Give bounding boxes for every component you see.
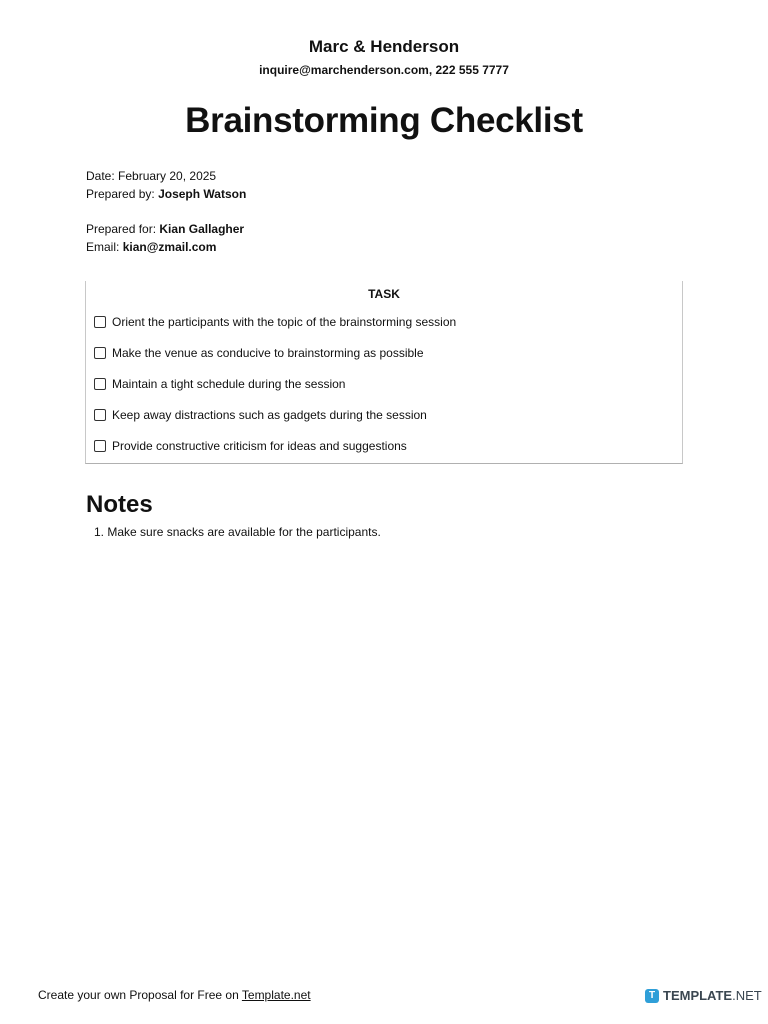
notes-list bbox=[94, 524, 381, 540]
notes-heading: Notes bbox=[86, 491, 153, 518]
meta-block-recipient bbox=[86, 220, 244, 256]
task-item-label: Make the venue as conducive to brainstorming as possible bbox=[112, 346, 424, 360]
list-item: 1. Make sure snacks are available for the participants. bbox=[94, 525, 381, 539]
date-label: Date: bbox=[86, 169, 115, 183]
template-net-brand[interactable] bbox=[645, 988, 762, 1003]
task-item[interactable] bbox=[94, 376, 345, 392]
document-title: Brainstorming Checklist bbox=[185, 101, 583, 140]
email-label: Email: bbox=[86, 240, 120, 254]
date-line bbox=[86, 167, 246, 185]
checkbox-icon[interactable] bbox=[94, 440, 106, 452]
template-net-link[interactable]: Template.net bbox=[241, 988, 311, 1002]
checkbox-icon[interactable] bbox=[94, 347, 106, 359]
email-line bbox=[86, 238, 244, 256]
task-item-label: Maintain a tight schedule during the session bbox=[112, 377, 346, 391]
prepared-for-line bbox=[86, 220, 244, 238]
task-item[interactable] bbox=[94, 345, 424, 361]
date-value: February 20, 2025 bbox=[118, 169, 217, 183]
meta-block-prepared bbox=[86, 167, 246, 203]
task-item[interactable] bbox=[94, 438, 407, 454]
brand-name: TEMPLATE bbox=[663, 988, 733, 1003]
prepared-by-label: Prepared by: bbox=[86, 187, 155, 201]
brand-suffix: .NET bbox=[732, 988, 762, 1003]
task-header: TASK bbox=[368, 287, 400, 301]
task-item-label: Provide constructive criticism for ideas and suggestions bbox=[112, 439, 407, 453]
email-value: kian@zmail.com bbox=[122, 240, 217, 254]
company-name: Marc & Henderson bbox=[308, 37, 460, 56]
task-item[interactable] bbox=[94, 407, 427, 423]
footer-promo bbox=[38, 988, 311, 1002]
prepared-by-value: Joseph Watson bbox=[158, 187, 247, 201]
template-logo-icon: T bbox=[645, 989, 659, 1003]
task-item-label: Keep away distractions such as gadgets during the session bbox=[112, 408, 427, 422]
checkbox-icon[interactable] bbox=[94, 316, 106, 328]
task-item[interactable] bbox=[94, 314, 456, 330]
prepared-for-label: Prepared for: bbox=[86, 222, 157, 236]
footer-text: Create your own Proposal for Free on bbox=[38, 988, 239, 1002]
task-table bbox=[85, 281, 683, 464]
checkbox-icon[interactable] bbox=[94, 409, 106, 421]
prepared-for-value: Kian Gallagher bbox=[159, 222, 245, 236]
company-contact: inquire@marchenderson.com, 222 555 7777 bbox=[259, 63, 509, 77]
prepared-by-line bbox=[86, 185, 246, 203]
checkbox-icon[interactable] bbox=[94, 378, 106, 390]
task-item-label: Orient the participants with the topic of the brainstorming session bbox=[112, 315, 457, 329]
